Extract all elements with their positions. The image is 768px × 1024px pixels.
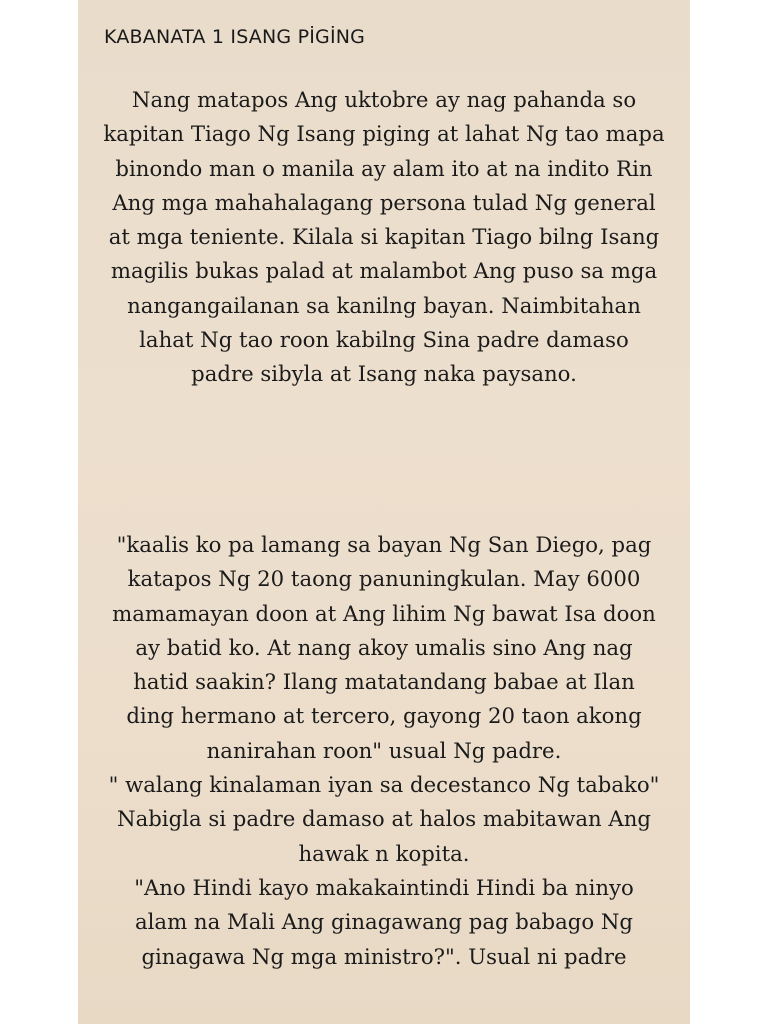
paragraph-line: Nang matapos Ang uktobre ay nag pahanda so xyxy=(131,88,637,113)
paragraph-line: hawak n kopita. xyxy=(298,841,470,867)
paragraph-line: katapos Ng 20 taong panuningkulan. May 6000 xyxy=(127,567,641,593)
paragraph-2 xyxy=(78,529,690,975)
paragraph-line: ding hermano at tercero, gayong 20 taon akong xyxy=(126,704,642,730)
paragraph-1 xyxy=(78,84,690,393)
paragraph-line: magilis bukas palad at malambot Ang puso sa mga xyxy=(110,259,658,285)
paragraph-line: nanirahan roon" usual Ng padre. xyxy=(206,738,562,764)
paragraph-line: Nabigla si padre damaso at halos mabitawan Ang xyxy=(117,807,651,833)
paragraph-line: at mga teniente. Kilala si kapitan Tiago bilng Isang xyxy=(108,225,660,251)
paragraph-line: "Ano Hindi kayo makakaintindi Hindi ba ninyo xyxy=(134,875,634,901)
paragraph-line: "kaalis ko pa lamang sa bayan Ng San Diego, pag xyxy=(116,533,652,558)
paragraph-line: mamamayan doon at Ang lihim Ng bawat Isa doon xyxy=(112,601,656,627)
paragraph-line: alam na Mali Ang ginagawang pag babago Ng xyxy=(134,910,634,936)
paragraph-line: " walang kinalaman iyan sa decestanco Ng tabako" xyxy=(108,773,660,799)
paragraph-line: nangangailanan sa kanilng bayan. Naimbitahan xyxy=(127,293,641,319)
paragraph-line: ay batid ko. At nang akoy umalis sino Ang nag xyxy=(135,635,633,661)
paragraph-line: hatid saakin? Ilang matatandang babae at Ilan xyxy=(133,670,635,696)
paragraph-line: padre sibyla at Isang naka paysano. xyxy=(191,362,577,388)
paragraph-line: ginagawa Ng mga ministro?". Usual ni padre xyxy=(141,944,627,970)
paragraph-line: kapitan Tiago Ng Isang piging at lahat Ng tao mapa xyxy=(103,122,665,148)
paragraph-line: Ang mga mahahalagang persona tulad Ng general xyxy=(112,190,656,216)
paragraph-line: lahat Ng tao roon kabilng Sina padre damaso xyxy=(139,328,629,354)
document-page xyxy=(78,0,690,1024)
chapter-title: KABANATA 1 ISANG PİGİNG xyxy=(104,26,366,48)
paragraph-line: binondo man o manila ay alam ito at na indito Rin xyxy=(115,156,653,182)
